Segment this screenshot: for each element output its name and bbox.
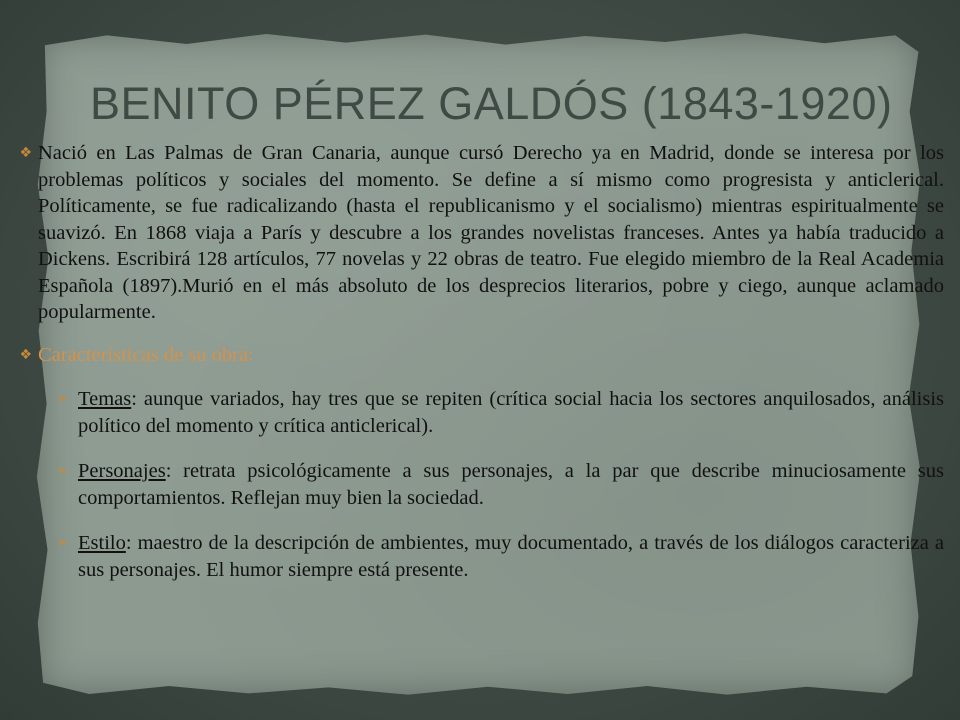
feature-text (78, 458, 944, 512)
feature-item-temas (56, 386, 944, 440)
diamond-bullet-icon: ❖ (19, 346, 32, 363)
feature-description: : maestro de la descripción de ambientes, muy documentado, a través de los diálogos caracteriza a sus personajes. El humor siempre está presente. (78, 532, 944, 581)
feature-text (78, 530, 944, 584)
arrow-bullet-icon: ➢ (56, 461, 69, 479)
feature-description: : retrata psicológicamente a sus personajes, a la par que describe minuciosamente sus comportamientos. Reflejan muy bien la sociedad. (78, 460, 944, 509)
feature-description: : aunque variados, hay tres que se repiten (crítica social hacia los sectores anquilosados, análisis político del momento y crítica anticlerical). (78, 388, 944, 437)
arrow-bullet-icon: ➢ (56, 389, 69, 407)
feature-term: Temas (78, 388, 132, 410)
feature-term: Personajes (78, 460, 166, 482)
feature-text (78, 386, 944, 440)
features-heading-bullet (14, 342, 944, 369)
diamond-bullet-icon: ❖ (19, 145, 32, 161)
feature-term: Estilo (78, 532, 126, 554)
arrow-bullet-icon: ➢ (56, 533, 69, 551)
features-heading: Características de su obra: (38, 343, 254, 366)
bio-bullet (14, 140, 944, 326)
feature-item-personajes (56, 458, 944, 512)
bio-paragraph: Nació en Las Palmas de Gran Canaria, aunque cursó Derecho ya en Madrid, donde se interesa por los problemas políticos y sociales del momento. Se define a sí mismo como progresista y anticlerical. Políticamente, se fue radicalizando (hasta el republicanismo y el socialismo) mientras espiritualmente se suavizó. En 1868 viaja a París y descubre a los grandes novelistas franceses. Antes ya había traducido a Dickens. Escribirá 128 artículos, 77 novelas y 22 obras de teatro. Fue elegido miembro de la Real Academia Española (1897).Murió en el más absoluto de los desprecios literarios, pobre y ciego, aunque aclamado popularmente. (38, 142, 944, 323)
feature-item-estilo (56, 530, 944, 584)
slide-content (14, 140, 944, 584)
slide-title: BENITO PÉREZ GALDÓS (1843-1920) (90, 78, 893, 129)
